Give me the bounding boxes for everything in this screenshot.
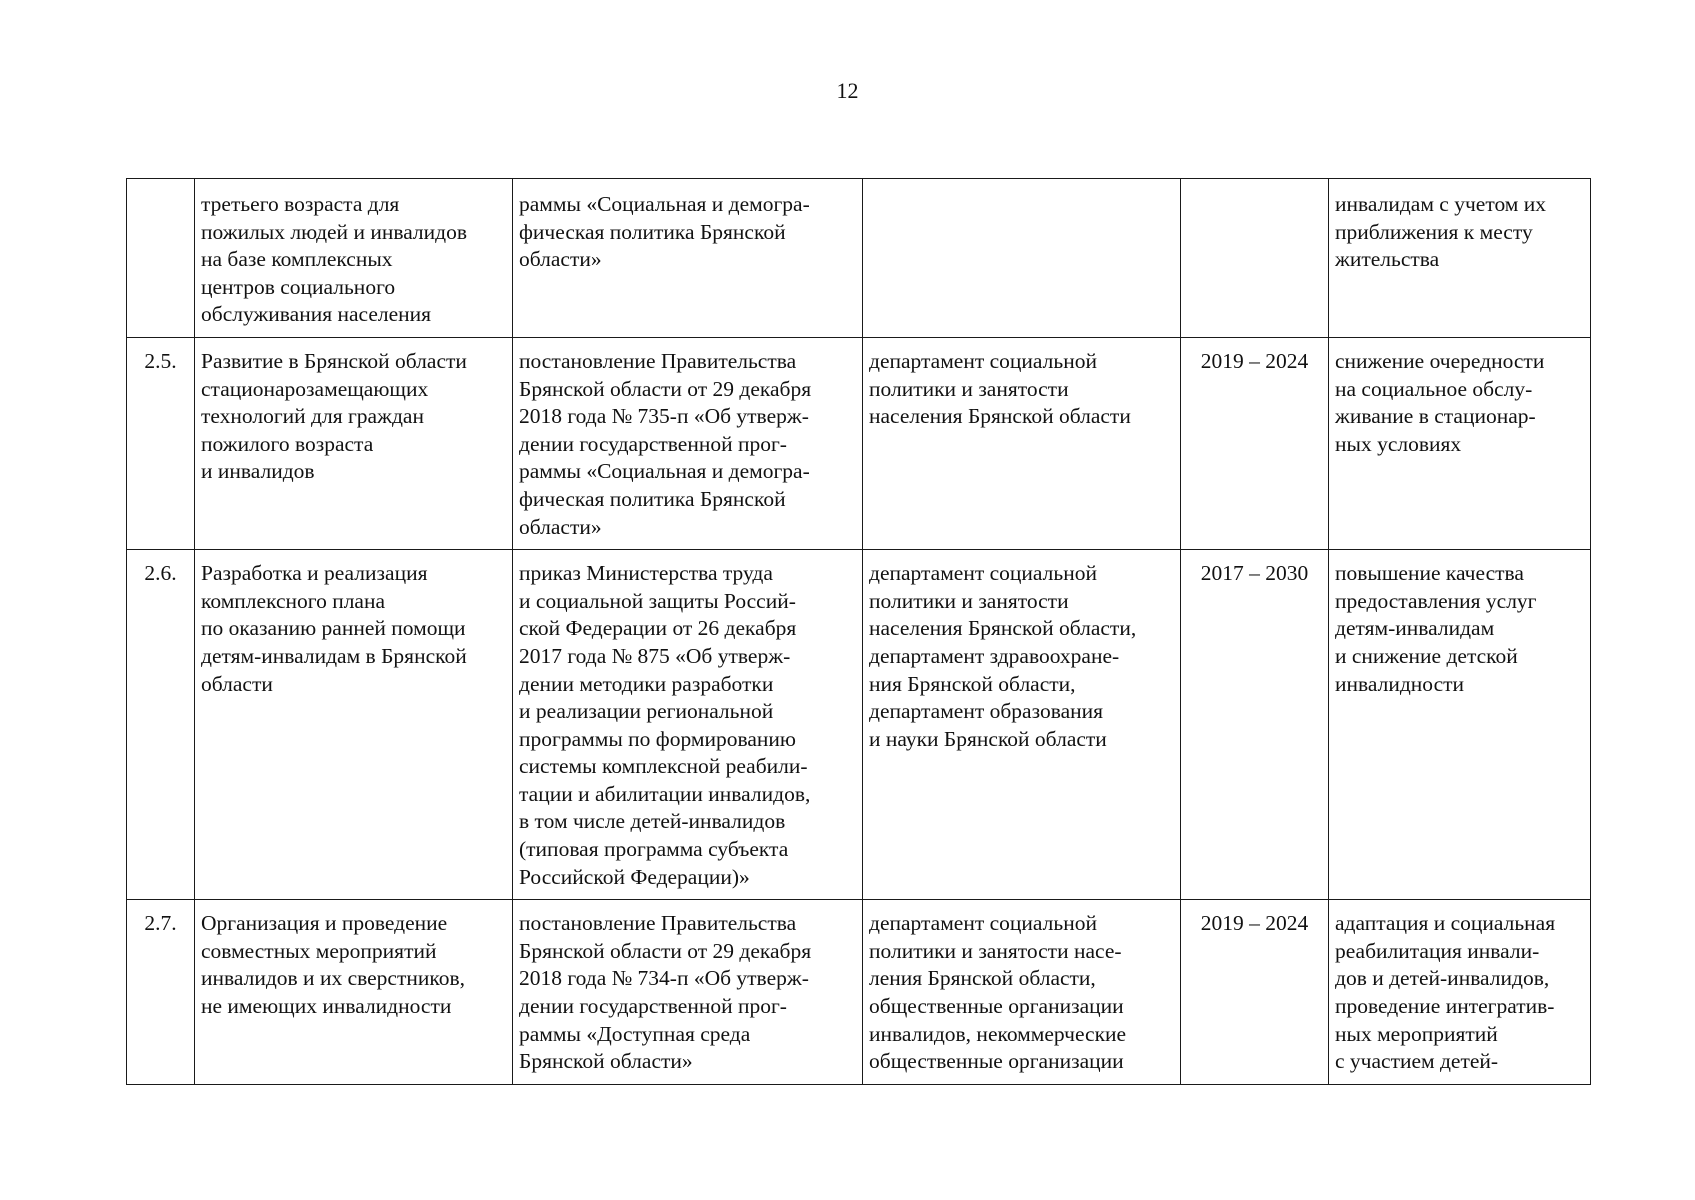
cell-legal-basis: раммы «Социальная и демогра- фическая политика Брянской области» <box>513 179 863 338</box>
cell-expected-result: повышение качества предоставления услуг детям-инвалидам и снижение детской инвалидности <box>1329 550 1591 900</box>
cell-period: 2017 – 2030 <box>1181 550 1329 900</box>
cell-expected-result: снижение очередности на социальное обслу- живание в стационар- ных условиях <box>1329 337 1591 549</box>
cell-executor <box>863 179 1181 338</box>
measures-table <box>126 178 1591 1085</box>
table-row <box>127 179 1591 338</box>
cell-legal-basis: постановление Правительства Брянской области от 29 декабря 2018 года № 735-п «Об утверж- дении государственной прог- раммы «Социальная и демогра- фическая политика Брянской области» <box>513 337 863 549</box>
cell-expected-result: адаптация и социальная реабилитация инвали- дов и детей-инвалидов, проведение интегратив- ных мероприятий с участием детей- <box>1329 900 1591 1085</box>
cell-legal-basis: приказ Министерства труда и социальной защиты Россий- ской Федерации от 26 декабря 2017 года № 875 «Об утверж- дении методики разработки и реализации региональной программы по формированию системы комплексной реабили- тации и абилитации инвалидов, в том числе детей-инвалидов (типовая программа субъекта Российской Федерации)» <box>513 550 863 900</box>
cell-legal-basis: постановление Правительства Брянской области от 29 декабря 2018 года № 734-п «Об утверж- дении государственной прог- раммы «Доступная среда Брянской области» <box>513 900 863 1085</box>
cell-measure-name: Разработка и реализация комплексного плана по оказанию ранней помощи детям-инвалидам в Брянской области <box>195 550 513 900</box>
cell-number: 2.6. <box>127 550 195 900</box>
table-row <box>127 550 1591 900</box>
cell-measure-name: Развитие в Брянской области стационарозамещающих технологий для граждан пожилого возраста и инвалидов <box>195 337 513 549</box>
cell-executor: департамент социальной политики и занятости населения Брянской области, департамент здравоохране- ния Брянской области, департамент образования и науки Брянской области <box>863 550 1181 900</box>
table-row <box>127 900 1591 1085</box>
page-number: 12 <box>836 78 859 103</box>
cell-period: 2019 – 2024 <box>1181 900 1329 1085</box>
cell-period: 2019 – 2024 <box>1181 337 1329 549</box>
cell-number: 2.7. <box>127 900 195 1085</box>
cell-executor: департамент социальной политики и занятости населения Брянской области <box>863 337 1181 549</box>
cell-measure-name: Организация и проведение совместных мероприятий инвалидов и их сверстников, не имеющих инвалидности <box>195 900 513 1085</box>
cell-period <box>1181 179 1329 338</box>
table-row <box>127 337 1591 549</box>
cell-number: 2.5. <box>127 337 195 549</box>
cell-expected-result: инвалидам с учетом их приближения к месту жительства <box>1329 179 1591 338</box>
cell-executor: департамент социальной политики и занятости насе- ления Брянской области, общественные организации инвалидов, некоммерческие общественные организации <box>863 900 1181 1085</box>
cell-number <box>127 179 195 338</box>
cell-measure-name: третьего возраста для пожилых людей и инвалидов на базе комплексных центров социального обслуживания населения <box>195 179 513 338</box>
